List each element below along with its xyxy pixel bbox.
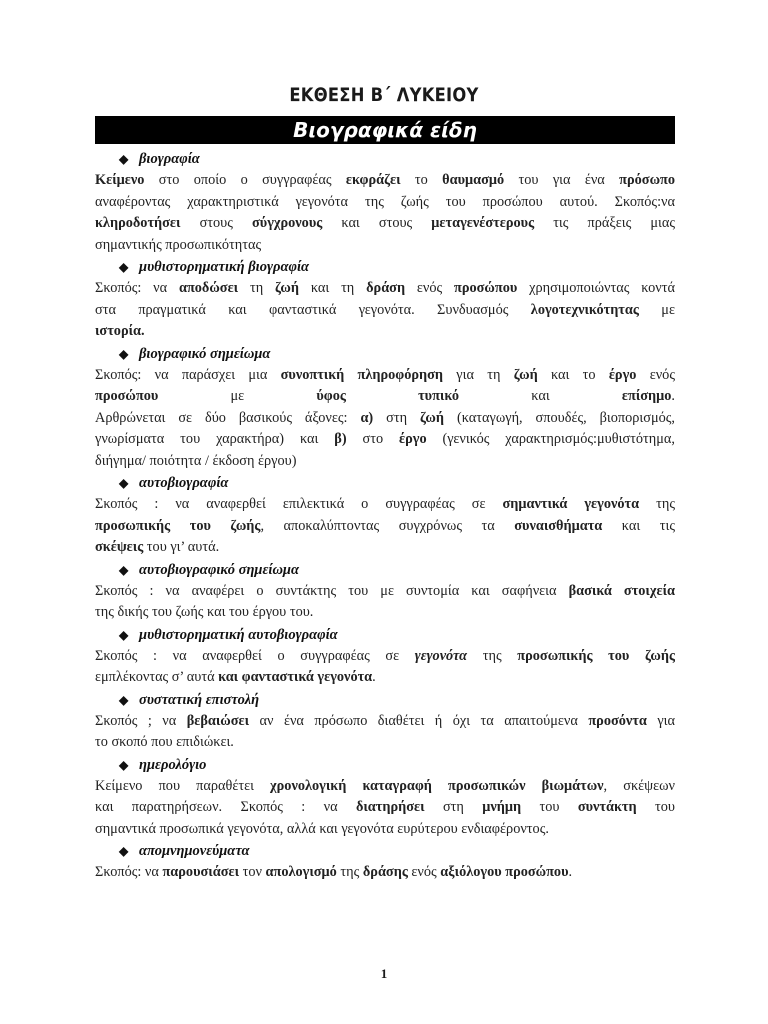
text-line <box>95 192 675 214</box>
text-run: Σκοπός: να παράσχει μια <box>95 366 281 383</box>
text-run: της δικής του ζωής και του έργου του. <box>95 604 314 620</box>
text-run: αν ένα πρόσωπο διαθέτει ή όχι τα απαιτούμενα <box>249 712 589 729</box>
section-heading <box>95 624 675 646</box>
text-run: στα πραγματικά και φανταστικά γεγονότα. Συνδυασμός <box>95 301 531 318</box>
emphasis-run: σκέψεις <box>95 539 144 555</box>
section-heading-text: βιογραφικό σημείωμα <box>139 345 271 362</box>
emphasis-run: προσωπικής του ζωής <box>517 647 675 664</box>
text-run: στη <box>373 409 421 426</box>
text-line <box>95 386 675 408</box>
text-run: Σκοπός : να αναφερθεί επιλεκτικά ο συγγραφέας σε <box>95 496 503 512</box>
emphasis-run: ζωή <box>513 366 538 383</box>
text-run: γνωρίσματα του χαρακτήρα) και <box>95 431 335 447</box>
text-line <box>95 235 675 257</box>
section-heading <box>95 754 675 776</box>
text-line <box>95 732 675 754</box>
text-line <box>95 581 675 603</box>
text-run: διήγημα/ ποιότητα / έκδοση έργου) <box>95 452 297 469</box>
emphasis-run: έργο <box>399 431 427 447</box>
text-line <box>95 667 675 689</box>
emphasis-run: δράση <box>366 280 406 296</box>
text-line <box>95 365 675 387</box>
emphasis-run: βεβαιώσει <box>186 712 250 729</box>
text-line <box>95 451 675 473</box>
document-title: ΕΚΘΕΣΗ Β΄ ΛΥΚΕΙΟΥ <box>289 84 479 106</box>
text-line <box>95 602 675 624</box>
text-run: του για ένα <box>504 172 620 188</box>
diamond-bullet-icon: ◆ <box>119 757 129 772</box>
section-heading <box>95 256 675 278</box>
text-run: αναφέροντας χαρακτηριστικά γεγονότα της ζωής του προσώπου αυτού. Σκοπός:να <box>95 193 675 210</box>
text-line <box>95 797 675 819</box>
text-run: . <box>372 669 376 685</box>
emphasis-run: θαυμασμό <box>442 172 505 188</box>
emphasis-run: διατηρήσει <box>355 799 425 815</box>
emphasis-run: προσόντα <box>588 712 647 729</box>
text-line <box>95 321 675 343</box>
text-run: Σκοπός: να <box>95 864 163 880</box>
text-line <box>95 537 675 559</box>
text-run: για <box>646 712 675 729</box>
diamond-bullet-icon: ◆ <box>119 476 129 490</box>
text-run: και το <box>537 366 609 383</box>
text-line <box>95 278 675 300</box>
emphasis-run: μεταγενέστερους <box>431 215 535 231</box>
text-line <box>95 494 675 516</box>
text-run: στη <box>424 799 483 815</box>
text-run: τον <box>239 864 266 880</box>
section-heading-text: απομνημονεύματα <box>139 843 250 859</box>
section-heading <box>95 689 675 711</box>
diamond-bullet-icon: ◆ <box>119 260 129 274</box>
text-run: και στους <box>322 215 432 231</box>
text-run: ενός <box>405 280 455 296</box>
section-banner: Βιογραφικά είδη <box>95 116 675 144</box>
emphasis-run: συντάκτη <box>577 799 637 815</box>
text-run: το <box>400 172 443 188</box>
emphasis-run: αξιόλογου προσώπου <box>440 864 569 880</box>
text-run: στο <box>346 431 400 447</box>
text-line <box>95 516 675 538</box>
text-run: στο οποίο ο συγγραφέας <box>144 172 346 188</box>
text-run: σημαντικής προσωπικότητας <box>95 236 262 253</box>
text-run: του <box>521 799 578 815</box>
emphasis-run: σημαντικά γεγονότα <box>502 496 640 512</box>
section-heading-text: βιογραφία <box>139 151 200 167</box>
text-run: Σκοπός : να αναφέρει ο συντάκτης του με συντομία και σαφήνεια <box>95 582 569 599</box>
emphasis-run: κληροδοτήσει <box>95 215 181 231</box>
emphasis-run: λογοτεχνικότητας <box>530 301 639 318</box>
text-run: Σκοπός : να αναφερθεί ο συγγραφέας σε <box>95 647 415 664</box>
emphasis-run: β) <box>334 431 347 447</box>
text-run: Κείμενο που παραθέτει <box>95 777 271 794</box>
text-run: . <box>568 864 573 880</box>
diamond-bullet-icon: ◆ <box>119 152 129 166</box>
document-body <box>95 148 675 884</box>
text-run: τις πράξεις μιας <box>534 215 675 231</box>
diamond-bullet-icon: ◆ <box>119 692 129 707</box>
text-run: και <box>459 388 622 404</box>
text-run: του γι’ αυτά. <box>143 539 220 555</box>
emphasis-run: προσωπικής του ζωής <box>95 517 261 534</box>
emphasis-run: εκφράζει <box>345 172 401 188</box>
emphasis-run: προσώπου <box>454 280 518 296</box>
text-line <box>95 646 675 668</box>
section-heading <box>95 472 675 494</box>
text-line <box>95 300 675 322</box>
text-line <box>95 213 675 235</box>
text-run: και τη <box>299 280 367 296</box>
text-run: Αρθρώνεται σε δύο βασικούς άξονες: <box>95 409 361 426</box>
emphasis-run: συναισθήματα <box>514 517 603 534</box>
section-heading <box>95 840 675 862</box>
diamond-bullet-icon: ◆ <box>119 562 129 577</box>
diamond-bullet-icon: ◆ <box>119 627 129 642</box>
emphasis-run: αποδώσει <box>178 280 239 296</box>
emphasis-run: γεγονότα <box>414 647 468 664</box>
emphasis-run: έργο <box>608 366 637 383</box>
emphasis-run: βασικά στοιχεία <box>568 582 675 599</box>
text-run: τη <box>238 280 275 296</box>
text-run: ενός <box>636 366 675 383</box>
text-run: για τη <box>443 366 514 383</box>
emphasis-run: πρόσωπο <box>619 172 675 188</box>
text-run: του <box>636 799 675 815</box>
section-heading-text: μυθιστορηματική αυτοβιογραφία <box>139 626 338 643</box>
text-line <box>95 776 675 798</box>
text-run: Σκοπός: να <box>95 280 179 296</box>
emphasis-run: προσώπου <box>95 388 159 404</box>
emphasis-run: ιστορία. <box>95 323 145 339</box>
section-heading-text: συστατική επιστολή <box>139 691 260 708</box>
text-run: της <box>467 647 518 664</box>
emphasis-run: μνήμη <box>482 799 522 815</box>
section-heading-text: μυθιστορηματική βιογραφία <box>139 259 310 275</box>
text-run: το σκοπό που επιδιώκει. <box>95 734 234 750</box>
text-run: και παρατηρήσεων. Σκοπός : να <box>95 799 356 815</box>
text-run: της <box>639 496 675 512</box>
text-line <box>95 170 675 192</box>
text-run: . <box>671 388 675 404</box>
text-line <box>95 711 675 733</box>
text-run: (καταγωγή, σπουδές, βιοπορισμός, <box>444 409 675 426</box>
emphasis-run: συνοπτική πληροφόρηση <box>280 366 444 383</box>
emphasis-run: σύγχρονους <box>252 215 323 231</box>
text-line <box>95 819 675 841</box>
text-line <box>95 862 675 884</box>
section-heading <box>95 343 675 365</box>
text-run: με <box>158 388 317 404</box>
section-heading <box>95 148 675 170</box>
text-run: ενός <box>407 864 441 880</box>
text-run: , σκέψεων <box>603 777 675 794</box>
text-line <box>95 408 675 430</box>
emphasis-run: και φανταστικά γεγονότα <box>218 669 373 685</box>
emphasis-run: δράσης <box>362 864 408 880</box>
diamond-bullet-icon: ◆ <box>119 844 129 858</box>
section-heading-text: αυτοβιογραφικό σημείωμα <box>139 561 300 578</box>
text-run: , αποκαλύπτοντας συγχρόνως τα <box>260 517 515 534</box>
text-run: στους <box>180 215 252 231</box>
emphasis-run: α) <box>360 409 374 426</box>
emphasis-run: παρουσιάσει <box>162 864 240 880</box>
page-number: 1 <box>380 966 388 981</box>
section-heading <box>95 559 675 581</box>
emphasis-run: επίσημο <box>621 388 672 404</box>
section-heading-text: αυτοβιογραφία <box>139 475 229 491</box>
text-run: εμπλέκοντας σ’ αυτά <box>95 669 219 685</box>
diamond-bullet-icon: ◆ <box>119 346 129 361</box>
text-line <box>95 429 675 451</box>
emphasis-run: ζωή <box>420 409 445 426</box>
emphasis-run: ζωή <box>275 280 299 296</box>
text-run: (γενικός χαρακτηρισμός:μυθιστότημα, <box>426 431 675 447</box>
text-run: και τις <box>602 517 675 534</box>
emphasis-run: ύφος τυπικό <box>316 388 460 404</box>
text-run: με <box>638 301 675 318</box>
text-run: Σκοπός ; να <box>95 712 187 729</box>
text-run: της <box>336 864 363 880</box>
text-run: χρησιμοποιώντας κοντά <box>517 280 675 296</box>
section-heading-text: ημερολόγιο <box>139 756 207 773</box>
emphasis-run: Κείμενο <box>95 172 145 188</box>
emphasis-run: χρονολογική καταγραφή προσωπικών βιωμάτων <box>270 777 604 794</box>
emphasis-run: απολογισμό <box>265 864 337 880</box>
text-run: σημαντικά προσωπικά γεγονότα, αλλά και γεγονότα ευρύτερου ενδιαφέροντος. <box>95 820 549 837</box>
